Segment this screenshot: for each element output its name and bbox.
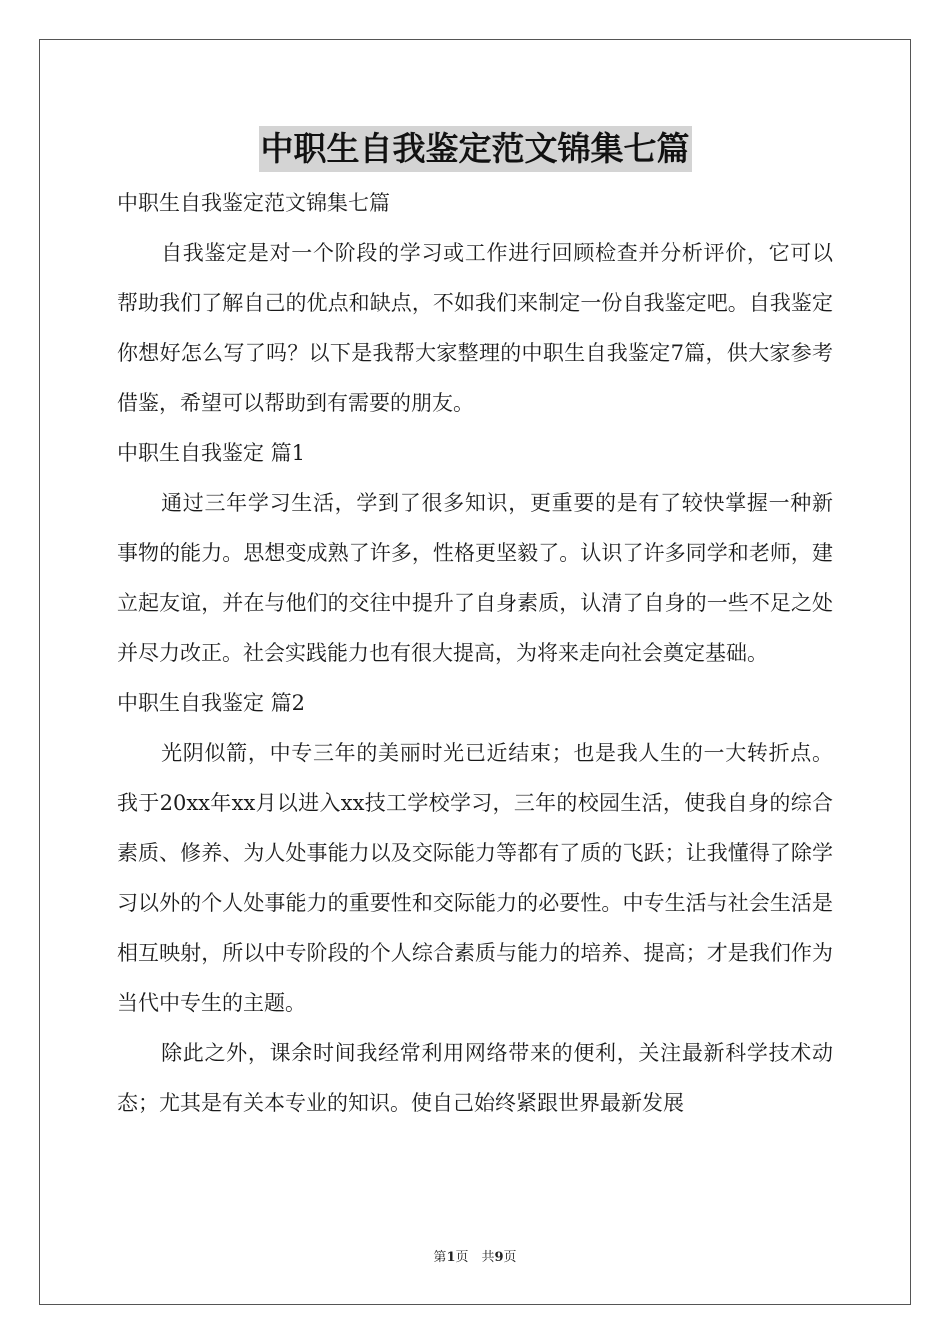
page-mid: 页 共 [455,1250,495,1265]
body-paragraph: 通过三年学习生活，学到了很多知识，更重要的是有了较快掌握一种新事物的能力。思想变成熟了许多，性格更坚毅了。认识了许多同学和老师，建立起友谊，并在与他们的交往中提升了自身素质，认清了自身的一些不足之处并尽力改正。社会实践能力也有很大提高，为将来走向社会奠定基础。 [117,491,833,665]
body-paragraph: 除此之外，课余时间我经常利用网络带来的便利，关注最新科学技术动态；尤其是有关本专业的知识。使自己始终紧跟世界最新发展 [117,1041,833,1115]
page-current: 1 [446,1250,456,1265]
body-paragraph: 光阴似箭，中专三年的美丽时光已近结束；也是我人生的一大转折点。我于20xx年xx月以进入xx技工学校学习，三年的校园生活，使我自身的综合素质、修养、为人处事能力以及交际能力等都有了质的飞跃；让我懂得了除学习以外的个人处事能力的重要性和交际能力的必要性。中专生活与社会生活是相互映射，所以中专阶段的个人综合素质与能力的培养、提高；才是我们作为当代中专生的主题。 [117,741,833,1015]
page-total: 9 [494,1250,504,1265]
section-heading: 中职生自我鉴定 篇2 [117,691,306,715]
section-heading: 中职生自我鉴定 篇1 [117,441,306,465]
section-heading: 中职生自我鉴定范文锦集七篇 [117,191,390,215]
body-paragraph: 自我鉴定是对一个阶段的学习或工作进行回顾检查并分析评价，它可以帮助我们了解自己的优点和缺点，不如我们来制定一份自我鉴定吧。自我鉴定你想好怎么写了吗？以下是我帮大家整理的中职生自我鉴定7篇，供大家参考借鉴，希望可以帮助到有需要的朋友。 [117,241,833,415]
page-prefix: 第 [433,1250,447,1265]
title-area [0,126,950,172]
document-body [117,178,833,1128]
page-footer [0,1246,950,1265]
page-suffix: 页 [503,1250,517,1265]
document-title: 中职生自我鉴定范文锦集七篇 [259,126,692,172]
